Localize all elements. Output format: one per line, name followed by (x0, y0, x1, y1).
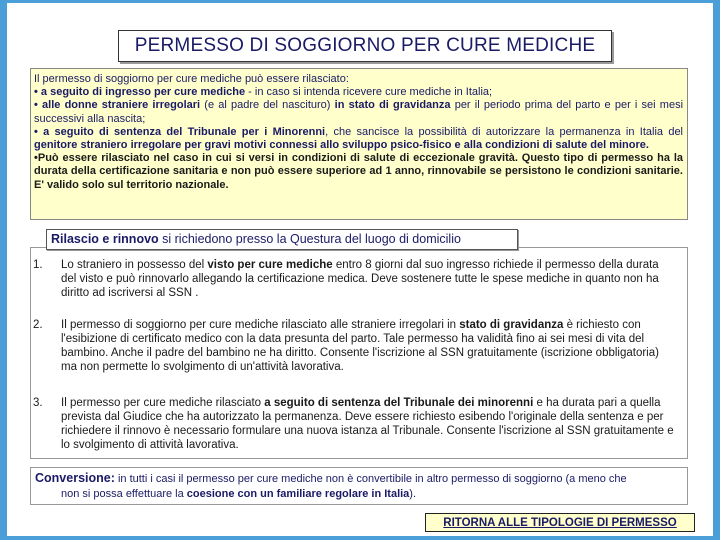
conversione-label: Conversione: (35, 471, 115, 485)
list-item-number: 3. (33, 397, 43, 409)
procedure-list (30, 247, 688, 459)
intro-bullet-2-bold: • alle donne straniere irregolari (34, 99, 201, 112)
list-item-text (61, 396, 675, 452)
frame-bottom (0, 536, 720, 540)
frame-right (713, 0, 720, 540)
page-title: PERMESSO DI SOGGIORNO PER CURE MEDICHE (118, 30, 612, 62)
list-item-text-a: Lo straniero in possesso del (61, 259, 208, 271)
intro-bullet-2 (34, 99, 683, 125)
intro-bullet-4-bold: •Può essere rilasciato nel caso in cui si versi in condizioni di salute di eccezionale gravità. Questo tipo di permesso ha la durata della certificazione sanitaria e non può essere superiore ad 1 anno, rinnovabile se persistono le condizioni sanitarie. E' valido solo sul territorio nazionale. (34, 152, 683, 191)
intro-bullet-3-text: , che sancisce la possibilità di autorizzare la permanenza in Italia del (325, 125, 684, 138)
intro-bullet-1 (34, 86, 683, 99)
intro-bullet-4 (34, 152, 683, 192)
list-item-number: 2. (33, 319, 43, 331)
conversione-text-3: ). (409, 488, 417, 500)
intro-bullet-2-bold2: in stato di gravidanza (334, 99, 451, 112)
list-item-bold: a seguito di sentenza del Tribunale dei minorenni (264, 397, 534, 409)
rinnovo-text: si richiedono presso la Questura del luogo di domicilio (158, 232, 461, 246)
intro-bullet-3-bold: • a seguito di sentenza del Tribunale per i Minorenni (34, 125, 326, 138)
list-item-text (61, 318, 675, 374)
conversione-line-2 (35, 487, 683, 502)
conversione-text-2: non si possa effettuare la (61, 488, 187, 500)
list-item-bold: stato di gravidanza (459, 319, 564, 331)
intro-bullet-1-bold: • a seguito di ingresso per cure mediche (34, 86, 246, 99)
list-item-text-b: è richiesto con l'esibizione di certificato medico con la data presunta del parto. Tale permesso ha validità fino ai sei mesi di vita del bambino. Anche il padre del bambino ne ha diritto. Consente l'iscrizione al SSN gratuitamente (iscrizione obbligatoria) ma non permette lo svolgimento di un'attività lavorativa. (61, 319, 659, 373)
intro-box (30, 68, 688, 220)
list-item-text (61, 258, 675, 300)
intro-lead-text: Il permesso di soggiorno per cure mediche può essere rilasciato: (34, 73, 349, 85)
intro-bullet-2-text: (e al padre del nascituro) (200, 99, 335, 112)
intro-bullet-3 (34, 126, 683, 152)
intro-lead (34, 73, 683, 86)
list-item-text-a: Il permesso di soggiorno per cure mediche rilasciato alle straniere irregolari in (61, 319, 460, 331)
conversione-box (30, 467, 688, 505)
conversione-text: in tutti i casi il permesso per cure mediche non è convertibile in altro permesso di soggiorno (a meno che (114, 473, 627, 485)
frame-top (0, 0, 720, 3)
intro-bullet-1-text: - in caso si intenda ricevere cure mediche in Italia; (245, 86, 493, 99)
intro-bullet-3-bold2: genitore straniero irregolare per gravi motivi connessi allo sviluppo psico-fisico e alla condizioni di salute del minore. (34, 139, 649, 152)
rinnovo-label (46, 229, 518, 250)
conversione-bold: coesione con un familiare regolare in Italia (186, 488, 410, 500)
rinnovo-bold: Rilascio e rinnovo (51, 232, 159, 246)
list-item-number: 1. (33, 259, 43, 271)
return-link[interactable]: RITORNA ALLE TIPOLOGIE DI PERMESSO (425, 513, 695, 532)
intro-bullet-2-rest: per il periodo prima del parto e per i sei mesi successivi alla nascita; (34, 99, 684, 125)
list-item-text-a: Il permesso per cure mediche rilasciato (61, 397, 265, 409)
list-item-text-b: e ha durata pari a quella prevista dal Giudice che ha autorizzato la permanenza. Deve essere richiesto esibendo l'originale della sentenza e per richiedere il rinnovo è necessario formulare una nuova istanza al Tribunale. Consente l'iscrizione al SSN gratuitamente e lo svolgimento di attività lavorativa. (61, 397, 674, 451)
list-item-bold: visto per cure mediche (207, 259, 333, 271)
list-item-text-b: entro 8 giorni dal suo ingresso richiede il permesso della durata del visto e può rinnovarlo allegando la certificazione medica. Deve sostenere tutte le spese mediche in quanto non ha diritto ad iscriversi al SSN . (61, 259, 659, 299)
conversione-line-1 (35, 471, 683, 487)
frame-left (0, 0, 7, 540)
